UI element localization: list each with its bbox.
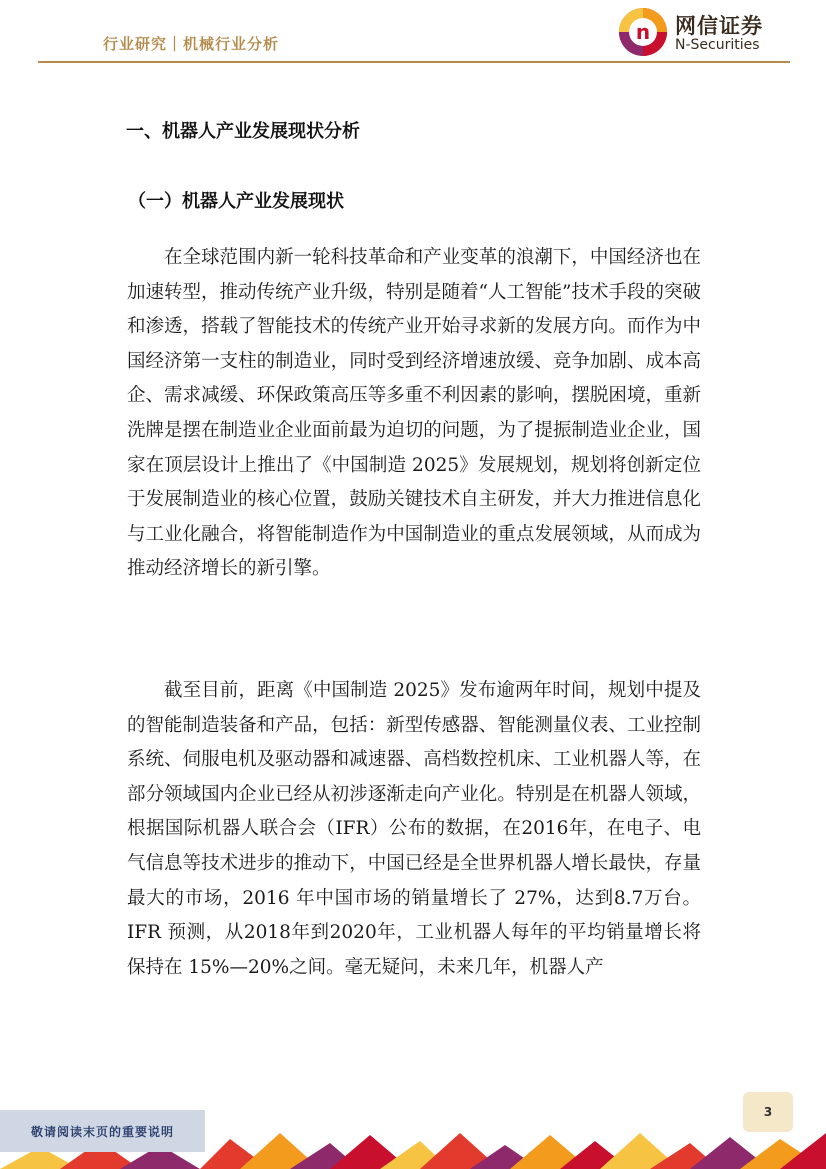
header-divider <box>38 61 790 63</box>
logo-chinese-name: 网信证券 <box>675 14 763 38</box>
body-paragraph-1: 在全球范围内新一轮科技革命和产业变革的浪潮下，中国经济也在加速转型，推动传统产业升级，特别是随着“人工智能”技术手段的突破和渗透，搭载了智能技术的传统产业开始寻求新的发展方向。而作为中国经济第一支柱的制造业，同时受到经济增速放缓、竞争加剧、成本高企、需求减缓、环保政策高压等多重不利因素的影响，摆脱困境，重新洗牌是摆在制造业企业面前最为迫切的问题，为了提振制造业企业，国家在顶层设计上推出了《中国制造 2025》发展规划，规划将创新定位于发展制造业的核心位置，鼓励关键技术自主研发，并大力推进信息化与工业化融合，将智能制造作为中国制造业的重点发展领域，从而成为推动经济增长的新引擎。 <box>127 247 701 580</box>
page-number: 3 <box>743 1092 793 1132</box>
body-paragraph-2: 截至目前，距离《中国制造 2025》发布逾两年时间，规划中提及的智能制造装备和产品，包括：新型传感器、智能测量仪表、工业控制系统、伺服电机及驱动器和减速器、高档数控机床、工业机器人等，在部分领域国内企业已经从初涉逐渐走向产业化。特别是在机器人领域，根据国际机器人联合会（IFR）公布的数据，在2016年，在电子、电气信息等技术进步的推动下，中国已经是全世界机器人增长最快，存量最大的市场，2016 年中国市场的销量增长了 27%，达到8.7万台。IFR 预测，从2018年到2020年，工业机器人每年的平均销量增长将保持在 15%—20%之间。毫无疑问，未来几年，机器人产 <box>127 680 701 978</box>
subsection-heading: （一）机器人产业发展现状 <box>128 191 344 212</box>
section-heading: 一、机器人产业发展现状分析 <box>126 121 360 142</box>
disclaimer-note: 敬请阅读末页的重要说明 <box>0 1110 205 1152</box>
company-logo <box>617 6 777 58</box>
logo-mark-icon <box>617 6 669 58</box>
header-category: 行业研究｜机械行业分析 <box>103 35 280 53</box>
logo-english-name: N-Securities <box>675 37 760 53</box>
svg-text:n: n <box>635 20 651 44</box>
